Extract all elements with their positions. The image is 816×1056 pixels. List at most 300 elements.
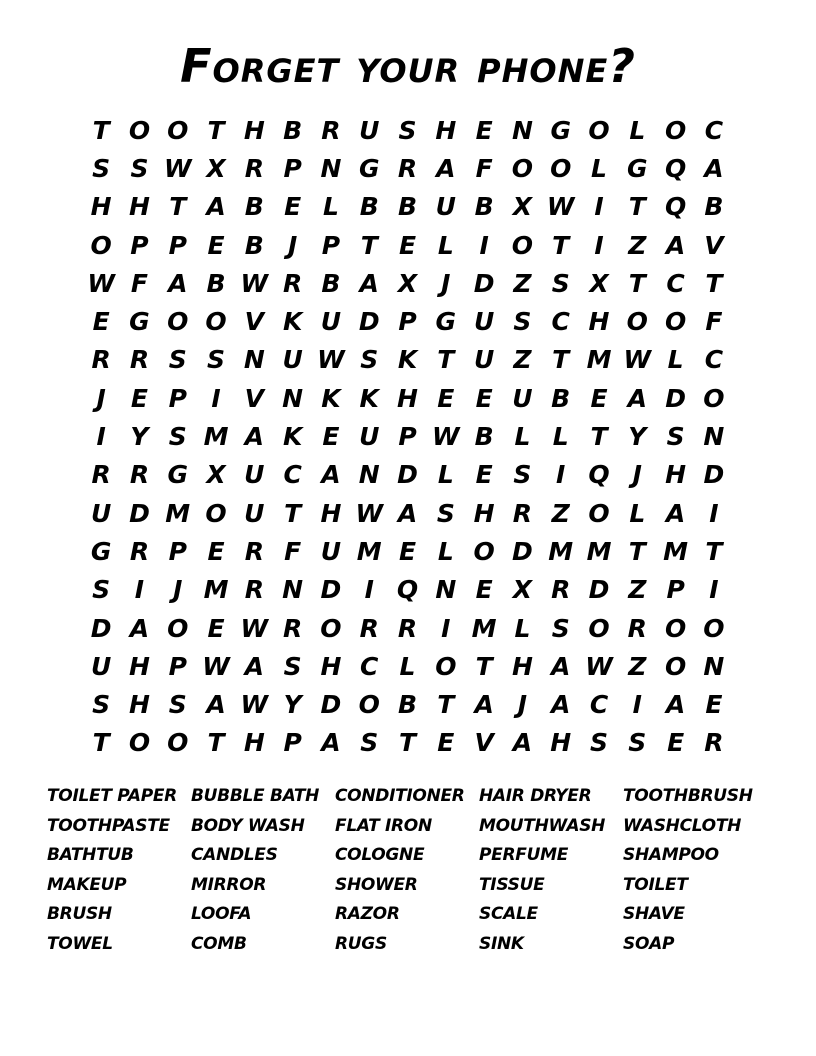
grid-letter[interactable]: E <box>284 192 302 222</box>
grid-letter[interactable]: V <box>244 383 265 413</box>
grid-letter[interactable]: X <box>206 153 226 183</box>
word-bank-item: HAIR DRYER <box>479 786 592 806</box>
grid-letter[interactable]: G <box>550 115 571 145</box>
grid-letter[interactable]: Z <box>551 498 570 528</box>
word-bank-item: BRUSH <box>47 904 112 925</box>
grid-letter[interactable]: W <box>240 268 269 298</box>
grid-letter[interactable]: B <box>474 422 494 452</box>
grid-letter[interactable]: Z <box>513 268 532 298</box>
grid-letter[interactable]: L <box>437 536 454 566</box>
grid-letter[interactable]: K <box>282 307 303 337</box>
grid-letter[interactable]: T <box>398 728 417 758</box>
grid-letter[interactable]: A <box>551 690 571 720</box>
grid-letter[interactable]: T <box>437 690 455 720</box>
grid-letter[interactable]: M <box>165 498 191 528</box>
grid-letter[interactable]: I <box>96 422 106 452</box>
grid-letter[interactable]: Q <box>588 460 610 490</box>
grid-letter[interactable]: C <box>283 460 302 490</box>
grid-letter[interactable]: V <box>704 230 724 260</box>
grid-letter[interactable]: O <box>205 307 227 337</box>
grid-letter[interactable]: A <box>168 268 188 298</box>
grid-letter[interactable]: S <box>360 728 379 758</box>
grid-letter[interactable]: U <box>90 651 112 681</box>
grid-letter[interactable]: J <box>517 690 528 720</box>
grid-letter[interactable]: U <box>244 460 265 490</box>
grid-letter[interactable]: G <box>167 460 188 490</box>
grid-letter[interactable]: R <box>551 575 571 605</box>
grid-letter[interactable]: W <box>202 651 230 681</box>
grid-letter[interactable]: C <box>589 690 609 720</box>
grid-letter[interactable]: S <box>628 728 647 758</box>
grid-letter[interactable]: I <box>441 613 451 643</box>
grid-letter[interactable]: E <box>475 383 493 413</box>
grid-letter[interactable]: B <box>244 192 264 222</box>
grid-letter[interactable]: T <box>207 728 225 758</box>
grid-letter[interactable]: L <box>629 498 646 528</box>
grid-letter[interactable]: O <box>511 153 534 183</box>
grid-letter[interactable]: G <box>435 307 457 337</box>
grid-letter[interactable]: K <box>282 422 303 452</box>
grid-letter[interactable]: B <box>321 268 341 298</box>
grid-letter[interactable]: J <box>287 230 298 260</box>
grid-letter[interactable]: O <box>664 613 687 643</box>
grid-letter[interactable]: E <box>475 460 493 490</box>
grid-letter[interactable]: V <box>474 728 494 758</box>
word-bank-item: PERFUME <box>479 845 569 866</box>
grid-letter[interactable]: U <box>90 498 112 528</box>
grid-letter[interactable]: F <box>475 153 493 183</box>
grid-letter[interactable]: K <box>321 383 341 413</box>
grid-letter[interactable]: O <box>128 728 151 758</box>
grid-letter[interactable]: D <box>665 383 686 413</box>
grid-letter[interactable]: B <box>397 192 418 222</box>
grid-letter[interactable]: D <box>397 460 418 490</box>
grid-letter[interactable]: T <box>628 268 646 298</box>
grid-letter[interactable]: U <box>320 536 342 566</box>
grid-letter[interactable]: S <box>130 153 149 183</box>
grid-letter[interactable]: A <box>397 498 418 528</box>
grid-letter[interactable]: A <box>129 613 150 643</box>
grid-letter[interactable]: T <box>705 268 723 298</box>
grid-letter[interactable]: J <box>173 575 183 605</box>
word-bank-item: MAKEUP <box>47 874 127 895</box>
grid-letter[interactable]: L <box>667 345 684 375</box>
grid-letter[interactable]: P <box>168 536 187 566</box>
grid-letter[interactable]: I <box>556 460 566 490</box>
grid-letter[interactable]: H <box>550 728 572 758</box>
grid-letter[interactable]: A <box>474 690 494 720</box>
grid-letter[interactable]: J <box>441 268 451 298</box>
grid-letter[interactable]: U <box>359 115 380 145</box>
grid-letter[interactable]: V <box>244 307 265 337</box>
grid-letter[interactable]: O <box>511 230 534 260</box>
grid-letter[interactable]: P <box>168 230 187 260</box>
grid-letter[interactable]: L <box>552 422 569 452</box>
grid-letter[interactable]: I <box>594 230 604 260</box>
grid-letter[interactable]: S <box>590 728 609 758</box>
grid-letter[interactable]: A <box>244 422 265 452</box>
grid-letter[interactable]: X <box>589 268 609 298</box>
grid-letter[interactable]: T <box>437 345 455 375</box>
grid-letter[interactable]: R <box>704 728 724 758</box>
grid-letter[interactable]: D <box>588 575 610 605</box>
grid-letter[interactable]: E <box>398 536 417 566</box>
grid-letter[interactable]: T <box>360 230 378 260</box>
grid-letter[interactable]: E <box>590 383 608 413</box>
grid-letter[interactable]: O <box>435 651 457 681</box>
grid-letter[interactable]: S <box>168 345 187 375</box>
grid-letter[interactable]: B <box>551 383 571 413</box>
grid-letter[interactable]: B <box>397 690 418 720</box>
grid-letter[interactable]: Z <box>628 651 647 681</box>
grid-letter[interactable]: N <box>358 460 380 490</box>
grid-letter[interactable]: P <box>321 230 341 260</box>
word-bank-item: WASHCLOTH <box>623 815 742 836</box>
grid-letter[interactable]: O <box>588 613 610 643</box>
grid-letter[interactable]: E <box>92 307 110 337</box>
grid-letter[interactable]: A <box>321 460 341 490</box>
grid-letter[interactable]: X <box>512 575 533 605</box>
grid-letter[interactable]: R <box>129 536 150 566</box>
grid-letter[interactable]: R <box>283 613 303 643</box>
grid-letter[interactable]: L <box>437 230 454 260</box>
grid-letter[interactable]: O <box>167 115 189 145</box>
grid-letter[interactable]: O <box>167 728 189 758</box>
grid-letter[interactable]: W <box>240 613 269 643</box>
grid-letter[interactable]: S <box>168 690 187 720</box>
grid-letter[interactable]: H <box>128 690 150 720</box>
grid-letter[interactable]: T <box>628 192 646 222</box>
grid-letter[interactable]: N <box>703 422 725 452</box>
grid-letter[interactable]: R <box>129 345 150 375</box>
grid-letter[interactable]: M <box>203 422 229 452</box>
grid-letter[interactable]: A <box>551 651 571 681</box>
grid-letter[interactable]: I <box>594 192 604 222</box>
grid-letter[interactable]: A <box>665 690 686 720</box>
grid-letter[interactable]: H <box>473 498 495 528</box>
grid-letter[interactable]: P <box>283 728 302 758</box>
grid-letter[interactable]: H <box>320 498 342 528</box>
grid-letter[interactable]: E <box>398 230 417 260</box>
grid-letter[interactable]: S <box>168 422 187 452</box>
grid-letter[interactable]: R <box>91 345 111 375</box>
grid-letter[interactable]: W <box>432 422 460 452</box>
grid-letter[interactable]: W <box>355 498 384 528</box>
word-bank-item: SOAP <box>623 933 675 954</box>
grid-letter[interactable]: O <box>664 307 687 337</box>
grid-letter[interactable]: H <box>90 192 112 222</box>
grid-letter[interactable]: S <box>283 651 302 681</box>
grid-letter[interactable]: Y <box>628 422 647 452</box>
grid-letter[interactable]: I <box>479 230 489 260</box>
grid-letter[interactable]: T <box>92 115 110 145</box>
grid-letter[interactable]: O <box>588 115 610 145</box>
grid-letter[interactable]: E <box>437 728 455 758</box>
grid-letter[interactable]: G <box>627 153 648 183</box>
grid-letter[interactable]: H <box>435 115 457 145</box>
grid-letter[interactable]: P <box>398 422 417 452</box>
grid-letter[interactable]: N <box>320 153 342 183</box>
grid-letter[interactable]: H <box>397 383 418 413</box>
grid-letter[interactable]: U <box>282 345 303 375</box>
grid-letter[interactable]: E <box>705 690 723 720</box>
grid-letter[interactable]: O <box>664 115 687 145</box>
grid-letter[interactable]: M <box>548 536 574 566</box>
grid-letter[interactable]: R <box>512 498 533 528</box>
grid-letter[interactable]: E <box>207 230 225 260</box>
grid-letter[interactable]: R <box>397 153 418 183</box>
grid-letter[interactable]: D <box>473 268 495 298</box>
grid-letter[interactable]: I <box>134 575 145 605</box>
grid-letter[interactable]: O <box>358 690 380 720</box>
grid-letter[interactable]: X <box>206 460 226 490</box>
grid-letter[interactable]: D <box>320 690 342 720</box>
grid-letter[interactable]: X <box>512 192 533 222</box>
grid-letter[interactable]: M <box>471 613 497 643</box>
grid-letter[interactable]: S <box>513 460 532 490</box>
grid-letter[interactable]: S <box>398 115 417 145</box>
grid-letter[interactable]: S <box>92 153 111 183</box>
grid-letter[interactable]: B <box>244 230 264 260</box>
grid-letter[interactable]: Y <box>283 690 302 720</box>
grid-letter[interactable]: M <box>586 345 612 375</box>
grid-letter[interactable]: S <box>513 307 532 337</box>
grid-letter[interactable]: O <box>664 651 687 681</box>
grid-letter[interactable]: P <box>130 230 149 260</box>
grid-letter[interactable]: U <box>435 192 456 222</box>
grid-letter[interactable]: T <box>92 728 110 758</box>
grid-letter[interactable]: L <box>399 651 416 681</box>
grid-letter[interactable]: R <box>321 115 341 145</box>
grid-letter[interactable]: D <box>512 536 533 566</box>
grid-letter[interactable]: S <box>436 498 455 528</box>
grid-letter[interactable]: Y <box>130 422 149 452</box>
word-bank-item: MIRROR <box>191 874 267 895</box>
grid-letter[interactable]: D <box>703 460 725 490</box>
grid-letter[interactable]: C <box>360 651 379 681</box>
grid-letter[interactable]: F <box>130 268 148 298</box>
grid-letter[interactable]: T <box>552 345 570 375</box>
grid-letter[interactable]: S <box>92 690 111 720</box>
grid-letter[interactable]: Z <box>628 230 647 260</box>
grid-letter[interactable]: M <box>203 575 229 605</box>
grid-letter[interactable]: S <box>360 345 379 375</box>
grid-letter[interactable]: W <box>163 153 192 183</box>
grid-letter[interactable]: A <box>704 153 724 183</box>
grid-letter[interactable]: O <box>167 613 189 643</box>
grid-letter[interactable]: R <box>244 153 264 183</box>
grid-letter[interactable]: W <box>317 345 345 375</box>
grid-letter[interactable]: E <box>475 115 493 145</box>
grid-letter[interactable]: R <box>244 536 264 566</box>
grid-letter[interactable]: N <box>282 575 304 605</box>
grid-letter[interactable]: E <box>207 536 225 566</box>
grid-letter[interactable]: S <box>207 345 226 375</box>
grid-letter[interactable]: E <box>207 613 225 643</box>
grid-letter[interactable]: E <box>667 728 685 758</box>
grid-letter[interactable]: U <box>359 422 380 452</box>
grid-letter[interactable]: G <box>129 307 150 337</box>
grid-letter[interactable]: G <box>90 536 112 566</box>
grid-letter[interactable]: J <box>96 383 106 413</box>
grid-letter[interactable]: A <box>359 268 379 298</box>
grid-letter[interactable]: Q <box>664 153 687 183</box>
grid-letter[interactable]: R <box>359 613 379 643</box>
grid-letter[interactable]: L <box>514 613 531 643</box>
grid-letter[interactable]: F <box>705 307 723 337</box>
grid-letter[interactable]: I <box>632 690 642 720</box>
grid-letter[interactable]: D <box>358 307 380 337</box>
grid-letter[interactable]: A <box>244 651 265 681</box>
grid-letter[interactable]: A <box>665 230 686 260</box>
grid-letter[interactable]: T <box>705 536 723 566</box>
grid-letter[interactable]: K <box>397 345 418 375</box>
grid-letter[interactable]: W <box>240 690 269 720</box>
grid-letter[interactable]: O <box>703 613 725 643</box>
grid-letter[interactable]: U <box>473 307 495 337</box>
grid-letter[interactable]: O <box>550 153 572 183</box>
grid-letter[interactable]: E <box>475 575 493 605</box>
grid-letter[interactable]: B <box>474 192 494 222</box>
grid-letter[interactable]: A <box>436 153 456 183</box>
grid-letter[interactable]: I <box>211 383 221 413</box>
grid-letter[interactable]: Q <box>396 575 419 605</box>
grid-letter[interactable]: W <box>87 268 115 298</box>
grid-letter[interactable]: C <box>704 115 724 145</box>
grid-letter[interactable]: H <box>588 307 610 337</box>
grid-letter[interactable]: E <box>322 422 340 452</box>
grid-letter[interactable]: A <box>206 192 226 222</box>
grid-letter[interactable]: H <box>511 651 533 681</box>
grid-letter[interactable]: H <box>243 115 265 145</box>
grid-letter[interactable]: O <box>626 307 648 337</box>
grid-letter[interactable]: N <box>282 383 304 413</box>
grid-letter[interactable]: N <box>703 651 725 681</box>
grid-letter[interactable]: M <box>356 536 382 566</box>
grid-letter[interactable]: T <box>284 498 302 528</box>
grid-letter[interactable]: F <box>284 536 302 566</box>
word-bank-item: SHAMPOO <box>623 845 719 866</box>
grid-letter[interactable]: Z <box>628 575 647 605</box>
grid-letter[interactable]: U <box>473 345 495 375</box>
grid-letter[interactable]: T <box>207 115 225 145</box>
grid-letter[interactable]: M <box>663 536 689 566</box>
grid-letter[interactable]: U <box>512 383 533 413</box>
grid-letter[interactable]: W <box>623 345 652 375</box>
word-bank-item: TOOTHBRUSH <box>623 786 753 806</box>
grid-letter[interactable]: W <box>585 651 613 681</box>
grid-letter[interactable]: H <box>320 651 342 681</box>
grid-letter[interactable]: A <box>627 383 647 413</box>
grid-letter[interactable]: T <box>590 422 608 452</box>
grid-letter[interactable]: Z <box>513 345 532 375</box>
grid-letter[interactable]: G <box>358 153 380 183</box>
grid-letter[interactable]: H <box>128 651 150 681</box>
grid-letter[interactable]: I <box>709 575 719 605</box>
grid-letter[interactable]: S <box>666 422 685 452</box>
grid-letter[interactable]: U <box>244 498 265 528</box>
grid-letter[interactable]: D <box>90 613 112 643</box>
grid-letter[interactable]: I <box>364 575 374 605</box>
grid-letter[interactable]: C <box>666 268 685 298</box>
grid-letter[interactable]: D <box>129 498 150 528</box>
grid-letter[interactable]: D <box>320 575 342 605</box>
grid-letter[interactable]: T <box>628 536 646 566</box>
grid-letter[interactable]: M <box>586 536 612 566</box>
grid-letter[interactable]: X <box>397 268 418 298</box>
grid-letter[interactable]: O <box>703 383 725 413</box>
word-bank-item: SINK <box>479 933 524 954</box>
grid-letter[interactable]: R <box>129 460 150 490</box>
grid-letter[interactable]: T <box>552 230 570 260</box>
grid-letter[interactable]: O <box>473 536 495 566</box>
grid-letter[interactable]: N <box>511 115 533 145</box>
grid-letter[interactable]: B <box>206 268 226 298</box>
grid-letter[interactable]: R <box>244 575 264 605</box>
grid-letter[interactable]: A <box>512 728 533 758</box>
grid-letter[interactable]: R <box>283 268 303 298</box>
grid-letter[interactable]: J <box>632 460 642 490</box>
grid-letter[interactable]: P <box>168 383 187 413</box>
grid-letter[interactable]: L <box>514 422 531 452</box>
grid-letter[interactable]: T <box>169 192 187 222</box>
grid-letter[interactable]: P <box>666 575 685 605</box>
grid-letter[interactable]: O <box>320 613 342 643</box>
grid-letter[interactable]: W <box>546 192 575 222</box>
grid-letter[interactable]: P <box>398 307 417 337</box>
grid-letter[interactable]: E <box>130 383 148 413</box>
grid-letter[interactable]: H <box>128 192 150 222</box>
grid-letter[interactable]: R <box>627 613 647 643</box>
grid-letter[interactable]: A <box>321 728 341 758</box>
grid-letter[interactable]: C <box>551 307 570 337</box>
grid-letter[interactable]: C <box>704 345 724 375</box>
grid-letter[interactable]: L <box>322 192 339 222</box>
grid-letter[interactable]: I <box>709 498 719 528</box>
grid-letter[interactable]: P <box>168 651 187 681</box>
grid-letter[interactable]: B <box>283 115 303 145</box>
grid-letter[interactable]: S <box>551 268 570 298</box>
grid-letter[interactable]: H <box>665 460 687 490</box>
grid-letter[interactable]: H <box>243 728 265 758</box>
grid-letter[interactable]: B <box>704 192 724 222</box>
grid-letter[interactable]: O <box>128 115 151 145</box>
grid-letter[interactable]: A <box>206 690 226 720</box>
grid-letter[interactable]: U <box>320 307 342 337</box>
grid-letter[interactable]: S <box>551 613 570 643</box>
grid-letter[interactable]: L <box>629 115 646 145</box>
grid-letter[interactable]: B <box>359 192 379 222</box>
grid-letter[interactable]: P <box>283 153 302 183</box>
grid-letter[interactable]: Q <box>664 192 687 222</box>
word-bank-item: FLAT IRON <box>335 815 432 836</box>
grid-letter[interactable]: T <box>475 651 493 681</box>
grid-letter[interactable]: N <box>435 575 457 605</box>
grid-letter[interactable]: O <box>167 307 189 337</box>
grid-letter[interactable]: L <box>591 153 607 183</box>
grid-letter[interactable]: E <box>437 383 455 413</box>
grid-letter[interactable]: O <box>205 498 227 528</box>
grid-letter[interactable]: O <box>588 498 610 528</box>
grid-letter[interactable]: A <box>665 498 686 528</box>
grid-letter[interactable]: O <box>90 230 112 260</box>
grid-letter[interactable]: S <box>92 575 111 605</box>
grid-letter[interactable]: R <box>397 613 418 643</box>
grid-letter[interactable]: L <box>437 460 454 490</box>
grid-letter[interactable]: K <box>359 383 379 413</box>
grid-letter[interactable]: R <box>91 460 111 490</box>
grid-letter[interactable]: N <box>243 345 265 375</box>
